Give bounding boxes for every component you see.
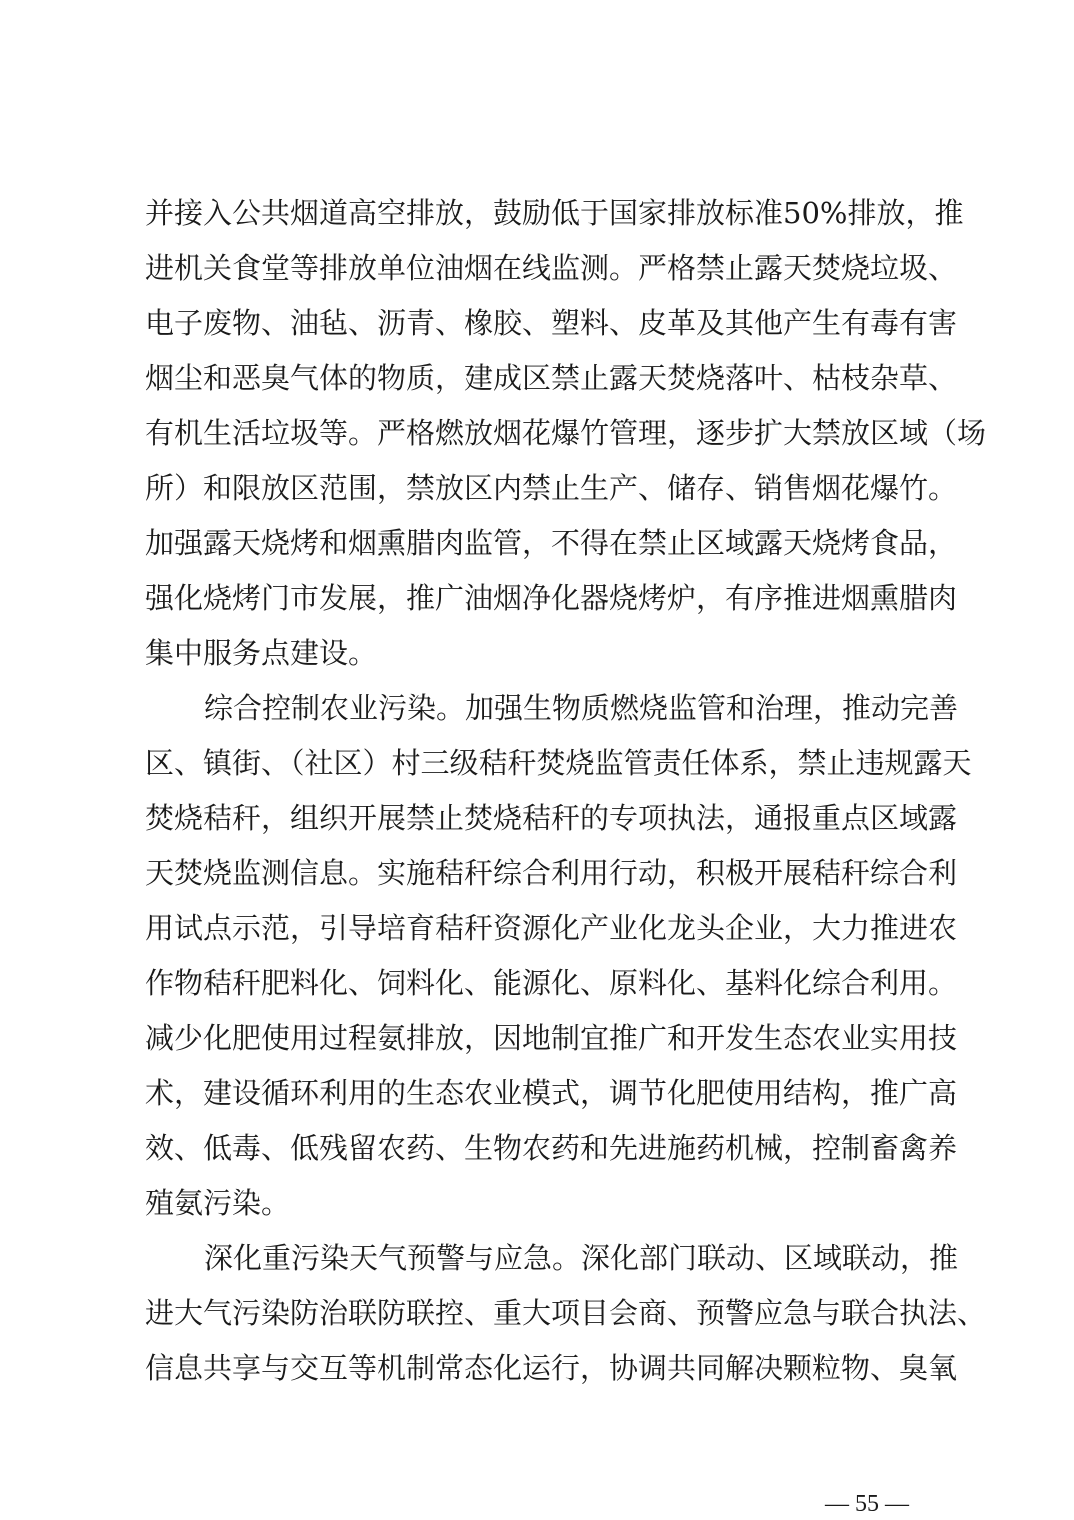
- paragraph-first-line: 综合控制农业污染。加强生物质燃烧监管和治理，推动完善: [204, 691, 959, 725]
- text-line: 天焚烧监测信息。实施秸秆综合利用行动，积极开展秸秆综合利: [145, 856, 958, 890]
- text-line: 加强露天烧烤和烟熏腊肉监管，不得在禁止区域露天烧烤食品，: [145, 526, 958, 560]
- text-line: 进机关食堂等排放单位油烟在线监测。严格禁止露天焚烧垃圾、: [145, 251, 958, 285]
- text-line: 区、镇街、（社区）村三级秸秆焚烧监管责任体系，禁止违规露天: [145, 746, 972, 780]
- text-line: 用试点示范，引导培育秸秆资源化产业化龙头企业，大力推进农: [145, 911, 958, 945]
- text-line: 信息共享与交互等机制常态化运行，协调共同解决颗粒物、臭氧: [145, 1351, 958, 1385]
- paragraph-first-line: 深化重污染天气预警与应急。深化部门联动、区域联动，推: [204, 1241, 959, 1275]
- text-line: 有机生活垃圾等。严格燃放烟花爆竹管理，逐步扩大禁放区域（场: [145, 416, 987, 450]
- text-line: 效、低毒、低残留农药、生物农药和先进施药机械，控制畜禽养: [145, 1131, 958, 1165]
- text-line: 所）和限放区范围，禁放区内禁止生产、储存、销售烟花爆竹。: [145, 471, 958, 505]
- text-line: 焚烧秸秆，组织开展禁止焚烧秸秆的专项执法，通报重点区域露: [145, 801, 958, 835]
- text-line: 作物秸秆肥料化、饲料化、能源化、原料化、基料化综合利用。: [145, 966, 958, 1000]
- text-line: 术，建设循环利用的生态农业模式，调节化肥使用结构，推广高: [145, 1076, 958, 1110]
- page-number: — 55 —: [825, 1491, 909, 1517]
- text-line: 烟尘和恶臭气体的物质，建成区禁止露天焚烧落叶、枯枝杂草、: [145, 361, 958, 395]
- text-line: 强化烧烤门市发展，推广油烟净化器烧烤炉，有序推进烟熏腊肉: [145, 581, 958, 615]
- text-line: 并接入公共烟道高空排放，鼓励低于国家排放标准50%排放，推: [145, 196, 964, 230]
- text-line: 电子废物、油毡、沥青、橡胶、塑料、皮革及其他产生有毒有害: [145, 306, 958, 340]
- text-line: 减少化肥使用过程氨排放，因地制宜推广和开发生态农业实用技: [145, 1021, 958, 1055]
- text-line: 进大气污染防治联防联控、重大项目会商、预警应急与联合执法、: [145, 1296, 987, 1330]
- text-line: 殖氨污染。: [145, 1186, 291, 1220]
- text-line: 集中服务点建设。: [145, 636, 378, 670]
